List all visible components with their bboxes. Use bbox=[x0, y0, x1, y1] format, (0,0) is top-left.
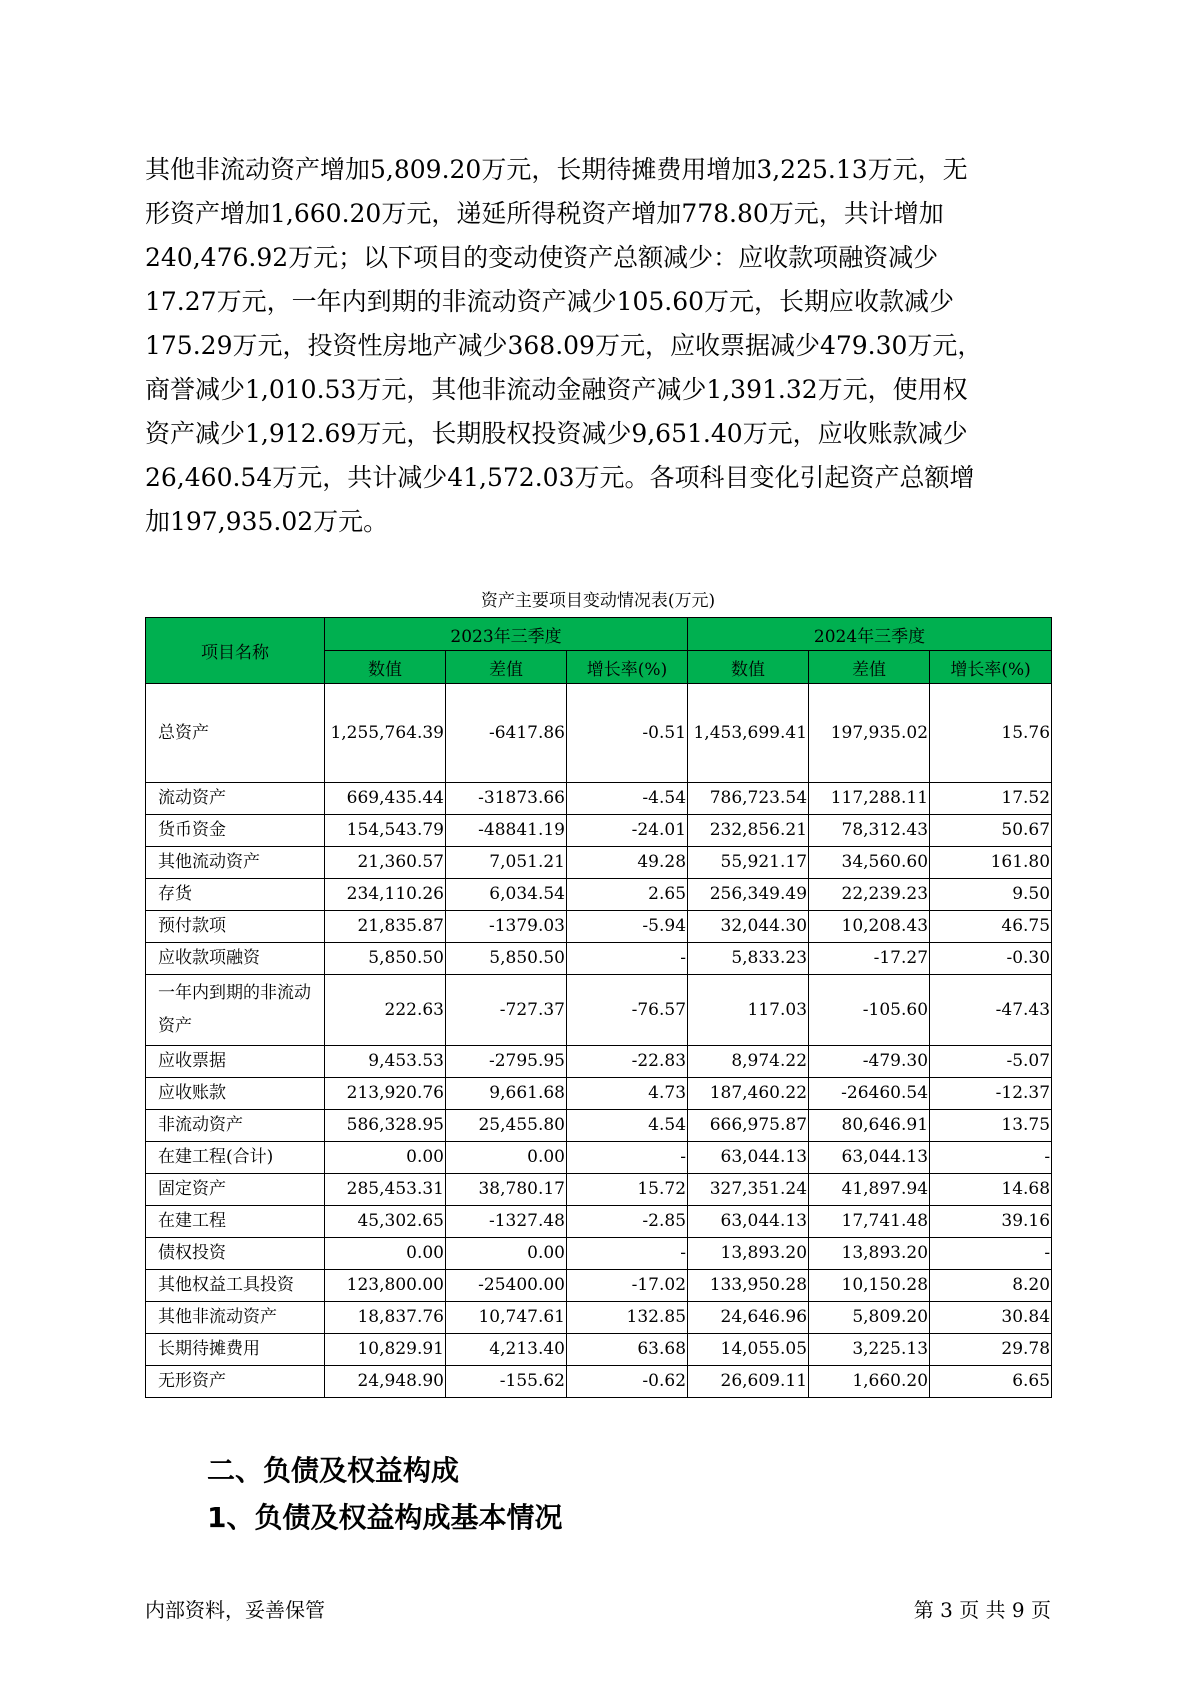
cell-growth-2023: -22.83 bbox=[567, 1046, 688, 1078]
header-period-2024: 2024年三季度 bbox=[688, 618, 1052, 651]
cell-diff-2023: 4,213.40 bbox=[446, 1334, 567, 1366]
table-header bbox=[146, 618, 1052, 684]
paragraph-line: 其他非流动资产增加5,809.20万元，长期待摊费用增加3,225.13万元，无 bbox=[145, 155, 968, 184]
cell-value-2023: 10,829.91 bbox=[325, 1334, 446, 1366]
cell-diff-2023: 10,747.61 bbox=[446, 1302, 567, 1334]
cell-value-2023: 0.00 bbox=[325, 1238, 446, 1270]
cell-growth-2024: 8.20 bbox=[930, 1270, 1052, 1302]
cell-diff-2024: 5,809.20 bbox=[809, 1302, 930, 1334]
table-row bbox=[146, 1046, 1052, 1078]
cell-growth-2024: - bbox=[930, 1142, 1052, 1174]
cell-growth-2024: 9.50 bbox=[930, 879, 1052, 911]
cell-diff-2024: 34,560.60 bbox=[809, 847, 930, 879]
cell-growth-2024: 17.52 bbox=[930, 783, 1052, 815]
table-row bbox=[146, 1302, 1052, 1334]
row-item-name: 货币资金 bbox=[146, 815, 325, 847]
row-item-name: 总资产 bbox=[146, 684, 325, 783]
cell-diff-2024: 13,893.20 bbox=[809, 1238, 930, 1270]
cell-diff-2023: -727.37 bbox=[446, 975, 567, 1046]
paragraph-line: 240,476.92万元；以下项目的变动使资产总额减少：应收款项融资减少 bbox=[145, 243, 939, 272]
cell-value-2023: 21,360.57 bbox=[325, 847, 446, 879]
asset-change-table bbox=[145, 617, 1052, 1398]
row-item-name: 其他流动资产 bbox=[146, 847, 325, 879]
cell-diff-2023: -48841.19 bbox=[446, 815, 567, 847]
cell-growth-2023: 2.65 bbox=[567, 879, 688, 911]
cell-growth-2023: -2.85 bbox=[567, 1206, 688, 1238]
cell-diff-2024: 3,225.13 bbox=[809, 1334, 930, 1366]
cell-growth-2024: 15.76 bbox=[930, 684, 1052, 783]
cell-growth-2024: 6.65 bbox=[930, 1366, 1052, 1398]
cell-diff-2023: -25400.00 bbox=[446, 1270, 567, 1302]
cell-value-2023: 0.00 bbox=[325, 1142, 446, 1174]
cell-value-2024: 666,975.87 bbox=[688, 1110, 809, 1142]
cell-diff-2024: 78,312.43 bbox=[809, 815, 930, 847]
cell-diff-2023: 25,455.80 bbox=[446, 1110, 567, 1142]
cell-growth-2023: - bbox=[567, 1142, 688, 1174]
row-item-name: 应收款项融资 bbox=[146, 943, 325, 975]
table-row bbox=[146, 783, 1052, 815]
cell-growth-2024: -0.30 bbox=[930, 943, 1052, 975]
paragraph-line: 26,460.54万元，共计减少41,572.03万元。各项科目变化引起资产总额增 bbox=[145, 463, 975, 492]
header-value-2024: 数值 bbox=[688, 651, 809, 684]
table-row bbox=[146, 1238, 1052, 1270]
subsection-heading: 1、负债及权益构成基本情况 bbox=[207, 1501, 563, 1534]
cell-diff-2023: -1379.03 bbox=[446, 911, 567, 943]
row-item-name: 固定资产 bbox=[146, 1174, 325, 1206]
cell-diff-2024: 10,150.28 bbox=[809, 1270, 930, 1302]
cell-value-2024: 63,044.13 bbox=[688, 1206, 809, 1238]
cell-diff-2023: -155.62 bbox=[446, 1366, 567, 1398]
paragraph-line: 17.27万元，一年内到期的非流动资产减少105.60万元，长期应收款减少 bbox=[145, 287, 955, 316]
table-row bbox=[146, 847, 1052, 879]
cell-diff-2024: 80,646.91 bbox=[809, 1110, 930, 1142]
table-row bbox=[146, 1174, 1052, 1206]
cell-value-2024: 187,460.22 bbox=[688, 1078, 809, 1110]
table-row bbox=[146, 1206, 1052, 1238]
cell-growth-2024: 30.84 bbox=[930, 1302, 1052, 1334]
cell-value-2023: 213,920.76 bbox=[325, 1078, 446, 1110]
cell-value-2024: 26,609.11 bbox=[688, 1366, 809, 1398]
cell-value-2023: 45,302.65 bbox=[325, 1206, 446, 1238]
cell-diff-2024: 1,660.20 bbox=[809, 1366, 930, 1398]
cell-growth-2023: -4.54 bbox=[567, 783, 688, 815]
row-item-name: 在建工程(合计) bbox=[146, 1142, 325, 1174]
table-row bbox=[146, 911, 1052, 943]
cell-growth-2023: - bbox=[567, 943, 688, 975]
cell-diff-2024: -479.30 bbox=[809, 1046, 930, 1078]
cell-growth-2024: -5.07 bbox=[930, 1046, 1052, 1078]
header-growth-2023: 增长率(%) bbox=[567, 651, 688, 684]
cell-value-2023: 669,435.44 bbox=[325, 783, 446, 815]
cell-value-2024: 55,921.17 bbox=[688, 847, 809, 879]
cell-growth-2024: -12.37 bbox=[930, 1078, 1052, 1110]
cell-diff-2023: 5,850.50 bbox=[446, 943, 567, 975]
cell-diff-2024: -26460.54 bbox=[809, 1078, 930, 1110]
cell-diff-2024: 117,288.11 bbox=[809, 783, 930, 815]
header-diff-2024: 差值 bbox=[809, 651, 930, 684]
cell-growth-2024: - bbox=[930, 1238, 1052, 1270]
cell-value-2023: 1,255,764.39 bbox=[325, 684, 446, 783]
cell-diff-2024: 10,208.43 bbox=[809, 911, 930, 943]
cell-value-2023: 24,948.90 bbox=[325, 1366, 446, 1398]
cell-diff-2023: -6417.86 bbox=[446, 684, 567, 783]
cell-value-2023: 285,453.31 bbox=[325, 1174, 446, 1206]
table-row bbox=[146, 943, 1052, 975]
row-item-name: 其他非流动资产 bbox=[146, 1302, 325, 1334]
cell-growth-2023: -76.57 bbox=[567, 975, 688, 1046]
cell-value-2024: 786,723.54 bbox=[688, 783, 809, 815]
cell-diff-2023: -2795.95 bbox=[446, 1046, 567, 1078]
cell-value-2023: 9,453.53 bbox=[325, 1046, 446, 1078]
cell-growth-2024: 46.75 bbox=[930, 911, 1052, 943]
cell-diff-2024: 17,741.48 bbox=[809, 1206, 930, 1238]
header-growth-2024: 增长率(%) bbox=[930, 651, 1052, 684]
cell-growth-2023: - bbox=[567, 1238, 688, 1270]
cell-value-2023: 21,835.87 bbox=[325, 911, 446, 943]
table-row bbox=[146, 879, 1052, 911]
cell-growth-2023: -0.62 bbox=[567, 1366, 688, 1398]
cell-value-2024: 133,950.28 bbox=[688, 1270, 809, 1302]
cell-value-2024: 8,974.22 bbox=[688, 1046, 809, 1078]
cell-diff-2023: 9,661.68 bbox=[446, 1078, 567, 1110]
cell-diff-2024: 41,897.94 bbox=[809, 1174, 930, 1206]
table-row bbox=[146, 1078, 1052, 1110]
table-body bbox=[146, 684, 1052, 1398]
table-row bbox=[146, 1142, 1052, 1174]
cell-value-2024: 63,044.13 bbox=[688, 1142, 809, 1174]
cell-value-2023: 586,328.95 bbox=[325, 1110, 446, 1142]
header-diff-2023: 差值 bbox=[446, 651, 567, 684]
header-item-name: 项目名称 bbox=[146, 618, 325, 684]
cell-growth-2024: 14.68 bbox=[930, 1174, 1052, 1206]
row-item-name: 应收票据 bbox=[146, 1046, 325, 1078]
cell-value-2024: 327,351.24 bbox=[688, 1174, 809, 1206]
cell-value-2024: 232,856.21 bbox=[688, 815, 809, 847]
row-item-name: 非流动资产 bbox=[146, 1110, 325, 1142]
table-row bbox=[146, 975, 1052, 1046]
row-item-name: 长期待摊费用 bbox=[146, 1334, 325, 1366]
cell-value-2023: 123,800.00 bbox=[325, 1270, 446, 1302]
footer-confidential-note: 内部资料，妥善保管 bbox=[145, 1598, 325, 1622]
body-paragraph bbox=[145, 148, 1051, 544]
cell-value-2024: 1,453,699.41 bbox=[688, 684, 809, 783]
cell-diff-2023: -31873.66 bbox=[446, 783, 567, 815]
row-item-name: 应收账款 bbox=[146, 1078, 325, 1110]
cell-growth-2024: 29.78 bbox=[930, 1334, 1052, 1366]
header-period-2023: 2023年三季度 bbox=[325, 618, 688, 651]
cell-value-2023: 222.63 bbox=[325, 975, 446, 1046]
cell-value-2024: 24,646.96 bbox=[688, 1302, 809, 1334]
cell-growth-2023: 15.72 bbox=[567, 1174, 688, 1206]
cell-value-2023: 5,850.50 bbox=[325, 943, 446, 975]
row-item-name: 其他权益工具投资 bbox=[146, 1270, 325, 1302]
cell-diff-2023: 6,034.54 bbox=[446, 879, 567, 911]
table-title: 资产主要项目变动情况表(万元) bbox=[480, 591, 716, 611]
cell-diff-2023: 7,051.21 bbox=[446, 847, 567, 879]
table-row bbox=[146, 815, 1052, 847]
row-item-name: 债权投资 bbox=[146, 1238, 325, 1270]
cell-growth-2023: 4.73 bbox=[567, 1078, 688, 1110]
cell-growth-2023: 132.85 bbox=[567, 1302, 688, 1334]
cell-diff-2023: 0.00 bbox=[446, 1238, 567, 1270]
cell-value-2023: 154,543.79 bbox=[325, 815, 446, 847]
cell-growth-2023: -5.94 bbox=[567, 911, 688, 943]
row-item-name: 一年内到期的非流动资产 bbox=[146, 975, 325, 1046]
row-item-name: 无形资产 bbox=[146, 1366, 325, 1398]
footer-page-number: 第 3 页 共 9 页 bbox=[913, 1598, 1051, 1622]
cell-growth-2023: -17.02 bbox=[567, 1270, 688, 1302]
paragraph-line: 加197,935.02万元。 bbox=[145, 507, 389, 536]
table-row bbox=[146, 1270, 1052, 1302]
cell-growth-2023: 4.54 bbox=[567, 1110, 688, 1142]
cell-diff-2023: 38,780.17 bbox=[446, 1174, 567, 1206]
cell-value-2023: 234,110.26 bbox=[325, 879, 446, 911]
row-item-name: 存货 bbox=[146, 879, 325, 911]
cell-value-2024: 14,055.05 bbox=[688, 1334, 809, 1366]
cell-diff-2023: 0.00 bbox=[446, 1142, 567, 1174]
paragraph-line: 形资产增加1,660.20万元，递延所得税资产增加778.80万元，共计增加 bbox=[145, 199, 944, 228]
table-row bbox=[146, 684, 1052, 783]
cell-growth-2024: 50.67 bbox=[930, 815, 1052, 847]
cell-value-2024: 117.03 bbox=[688, 975, 809, 1046]
header-value-2023: 数值 bbox=[325, 651, 446, 684]
cell-growth-2023: -24.01 bbox=[567, 815, 688, 847]
cell-growth-2024: 39.16 bbox=[930, 1206, 1052, 1238]
cell-growth-2024: 13.75 bbox=[930, 1110, 1052, 1142]
cell-diff-2024: 22,239.23 bbox=[809, 879, 930, 911]
paragraph-line: 175.29万元，投资性房地产减少368.09万元，应收票据减少479.30万元， bbox=[145, 331, 983, 360]
paragraph-line: 资产减少1,912.69万元，长期股权投资减少9,651.40万元，应收账款减少 bbox=[145, 419, 968, 448]
cell-diff-2024: -105.60 bbox=[809, 975, 930, 1046]
cell-value-2024: 256,349.49 bbox=[688, 879, 809, 911]
cell-growth-2023: 49.28 bbox=[567, 847, 688, 879]
cell-diff-2024: -17.27 bbox=[809, 943, 930, 975]
row-item-name: 预付款项 bbox=[146, 911, 325, 943]
paragraph-line: 商誉减少1,010.53万元，其他非流动金融资产减少1,391.32万元，使用权 bbox=[145, 375, 968, 404]
cell-value-2023: 18,837.76 bbox=[325, 1302, 446, 1334]
table-row bbox=[146, 1334, 1052, 1366]
cell-growth-2023: -0.51 bbox=[567, 684, 688, 783]
cell-growth-2023: 63.68 bbox=[567, 1334, 688, 1366]
cell-growth-2024: 161.80 bbox=[930, 847, 1052, 879]
row-item-name: 流动资产 bbox=[146, 783, 325, 815]
cell-growth-2024: -47.43 bbox=[930, 975, 1052, 1046]
row-item-name: 在建工程 bbox=[146, 1206, 325, 1238]
cell-value-2024: 13,893.20 bbox=[688, 1238, 809, 1270]
cell-value-2024: 5,833.23 bbox=[688, 943, 809, 975]
cell-value-2024: 32,044.30 bbox=[688, 911, 809, 943]
table-row bbox=[146, 1110, 1052, 1142]
cell-diff-2024: 63,044.13 bbox=[809, 1142, 930, 1174]
table-row bbox=[146, 1366, 1052, 1398]
cell-diff-2024: 197,935.02 bbox=[809, 684, 930, 783]
cell-diff-2023: -1327.48 bbox=[446, 1206, 567, 1238]
section-heading: 二、负债及权益构成 bbox=[207, 1454, 460, 1487]
